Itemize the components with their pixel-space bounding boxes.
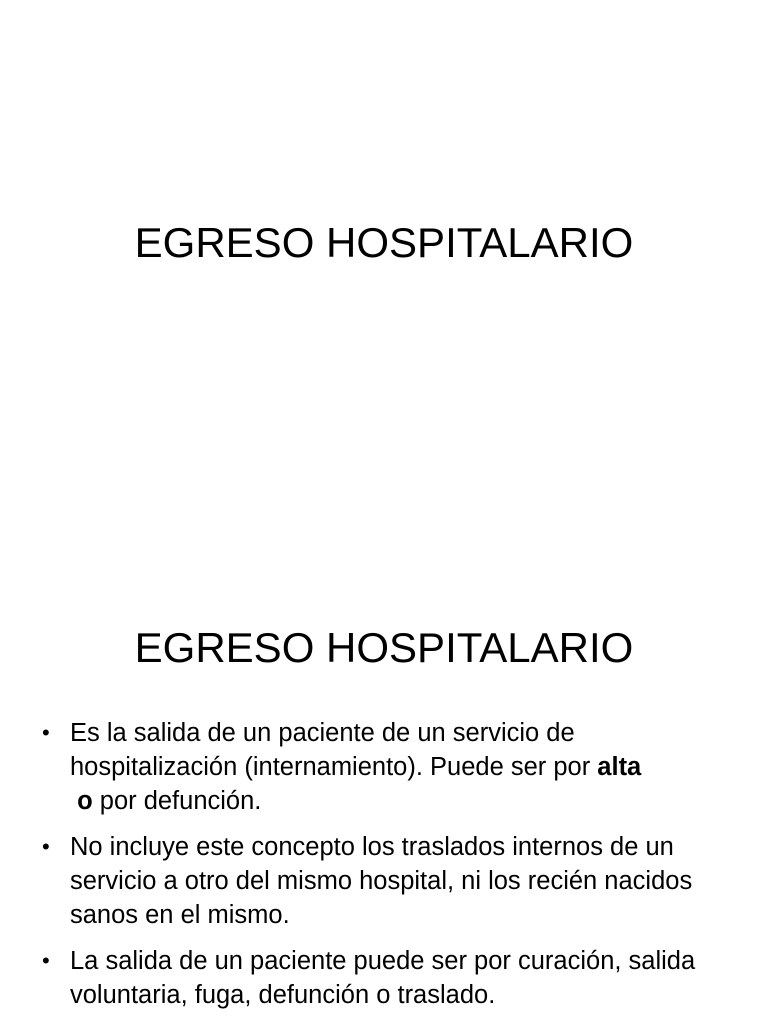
slide-title: EGRESO HOSPITALARIO — [134, 624, 634, 671]
bullet-item — [42, 944, 732, 1012]
bullet-text: La salida de un paciente puede ser por curación, salida voluntaria, fuga, defunción o traslado. — [70, 947, 696, 1009]
bullet-icon: • — [42, 834, 50, 859]
bullet-text: No incluye este concepto los traslados internos de un servicio a otro del mismo hospital, ni los recién nacidos sanos en el mismo. — [70, 833, 693, 929]
bullet-text — [70, 719, 641, 815]
bullet-item — [42, 830, 732, 932]
bullet-item — [42, 716, 732, 818]
bold-text-o: o — [77, 787, 93, 815]
slide-content-page — [0, 576, 768, 1024]
bullet-text-part: Es la salida de un paciente de un servicio de hospitalización (internamiento). Puede ser por — [70, 719, 598, 781]
bullet-text-part: por defunción. — [92, 787, 262, 815]
bold-text-alta: alta — [597, 753, 642, 781]
bullet-list — [42, 716, 732, 1024]
slide-title: EGRESO HOSPITALARIO — [134, 219, 634, 266]
bullet-icon: • — [42, 948, 50, 973]
bullet-icon: • — [42, 720, 50, 745]
